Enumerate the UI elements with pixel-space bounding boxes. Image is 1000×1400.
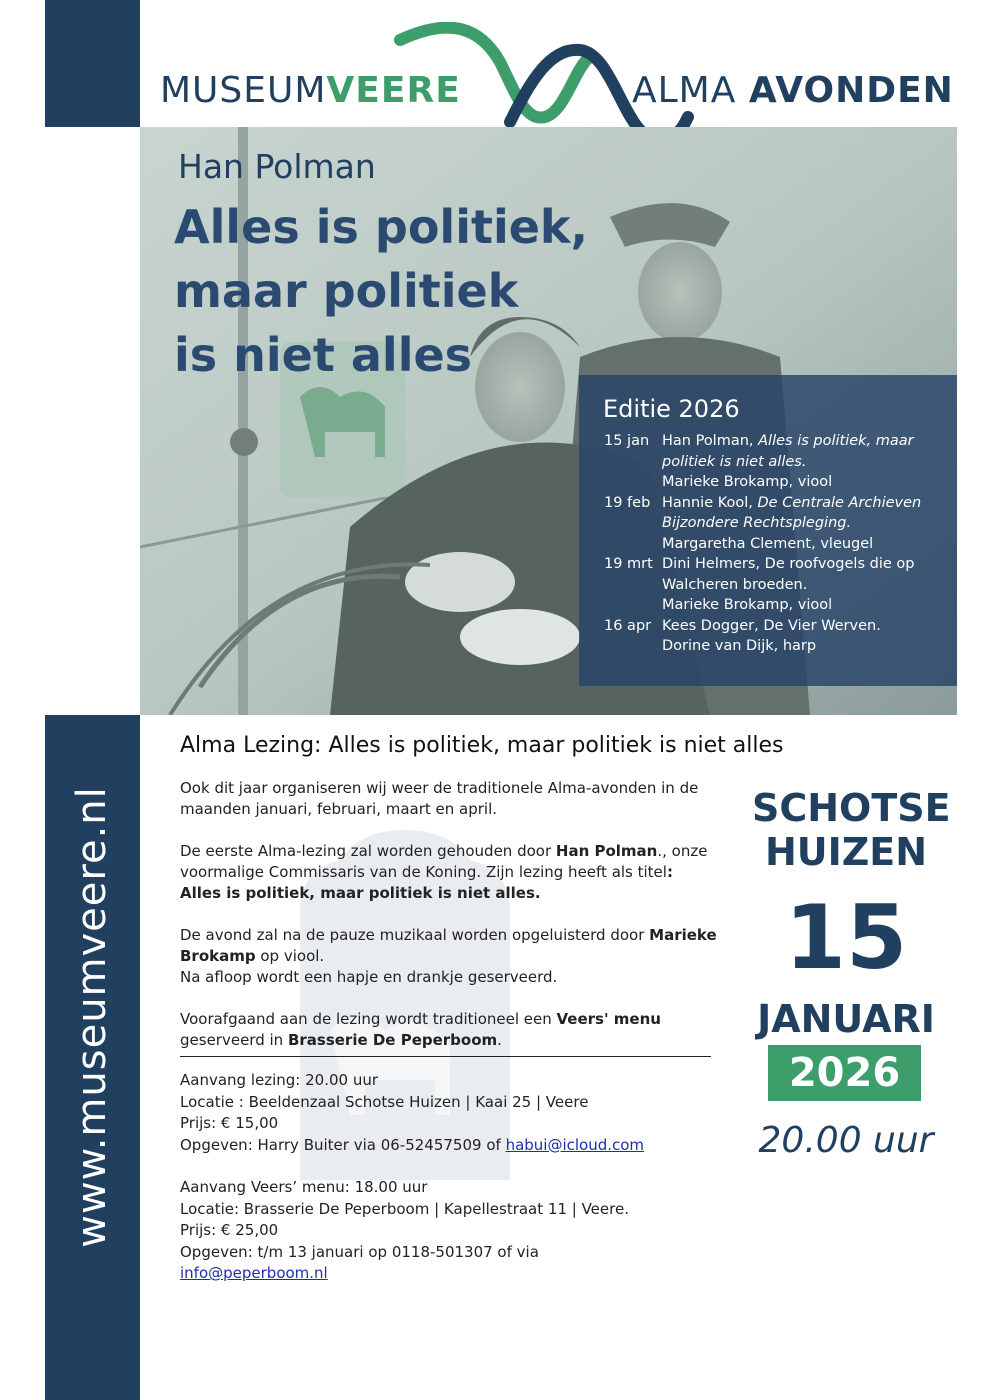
- lecture-paragraph: [180, 925, 740, 988]
- event-speaker: Han Polman,: [662, 433, 759, 449]
- event-music: Margaretha Clement, vleugel: [662, 535, 874, 552]
- event-music: Marieke Brokamp, viool: [662, 597, 833, 613]
- hero-title: [174, 195, 588, 387]
- text-run: De eerste Alma-lezing zal worden gehouden door: [180, 842, 556, 860]
- lecture-signup: Opgeven: Harry Buiter via 06-52457509 of: [180, 1135, 506, 1154]
- event-topic: Alles is politiek, maar politiek is niet alles.: [662, 433, 914, 470]
- venue-line: HUIZEN: [764, 830, 928, 874]
- event-date: 15 jan: [604, 433, 650, 449]
- event-topic: De Centrale Archieven Bijzondere Rechtspleging.: [662, 494, 922, 531]
- event-date: 19 mrt: [604, 556, 653, 572]
- venue-name: Brasserie De Peperboom: [287, 1031, 498, 1049]
- menu-name: Veers' menu: [556, 1010, 661, 1028]
- logo-avonden: AVONDEN: [748, 70, 954, 111]
- lecture-price: Prijs: € 15,00: [180, 1114, 279, 1132]
- text-run: :: [666, 863, 673, 881]
- hero-title-line: is niet alles: [174, 328, 473, 382]
- event-time: 20.00 uur: [758, 1120, 934, 1161]
- venue-line: SCHOTSE: [752, 786, 951, 830]
- menu-signup: Opgeven: t/m 13 januari op 0118-501307 of via: [180, 1242, 539, 1261]
- lecture-heading: Alma Lezing: Alles is politiek, maar politiek is niet alles: [180, 733, 784, 758]
- hero-speaker-name: Han Polman: [178, 147, 376, 186]
- text-run: De avond zal na de pauze muzikaal worden opgeluisterd door: [180, 926, 650, 944]
- text-run: Voorafgaand aan de lezing wordt traditioneel een: [180, 1010, 557, 1028]
- lecture-email-link[interactable]: habui@icloud.com: [505, 1135, 645, 1154]
- event-speaker: Hannie Kool,: [662, 494, 758, 511]
- edition-event: [604, 493, 949, 555]
- edition-title: Editie 2026: [603, 395, 740, 423]
- text-run: op viool.: [255, 947, 325, 965]
- logo-museum: MUSEUM: [160, 70, 327, 111]
- edition-panel: [579, 375, 957, 686]
- lecture-paragraph: Ook dit jaar organiseren wij weer de traditionele Alma-avonden in de maanden januari, februari, maart en april.: [180, 779, 699, 818]
- menu-start: Aanvang Veers’ menu: 18.00 uur: [180, 1178, 428, 1196]
- hero-title-line: maar politiek: [174, 264, 519, 318]
- menu-email-link[interactable]: info@peperboom.nl: [180, 1264, 328, 1282]
- text-run: geserveerd in: [180, 1031, 288, 1049]
- lecture-paragraph: [180, 1009, 740, 1051]
- edition-event: [604, 554, 949, 616]
- text-run: ., onze voormalige Commissaris van de Koning. Zijn lezing heeft als titel: [180, 842, 708, 881]
- logo-veere: VEERE: [326, 70, 461, 111]
- lecture-paragraph: [180, 841, 740, 904]
- lecture-start: Aanvang lezing: 20.00 uur: [180, 1071, 379, 1089]
- musician-name: Marieke Brokamp: [180, 926, 717, 965]
- menu-location: Locatie: Brasserie De Peperboom | Kapellestraat 11 | Veere.: [180, 1199, 629, 1218]
- menu-info: [180, 1177, 740, 1285]
- side-band-top: [45, 0, 140, 127]
- edition-event: [604, 616, 949, 657]
- event-date: 16 apr: [604, 617, 652, 634]
- lecture-title: Alles is politiek, maar politiek is niet alles.: [180, 884, 541, 902]
- event-date: 19 feb: [604, 494, 651, 511]
- event-music: Marieke Brokamp, viool: [662, 474, 833, 490]
- lecture-location: Locatie : Beeldenzaal Schotse Huizen | Kaai 25 | Veere: [180, 1092, 589, 1111]
- text-run: .: [497, 1031, 502, 1049]
- practical-info: [180, 1070, 740, 1306]
- lecture-body: [180, 778, 740, 1072]
- lecture-info: [180, 1070, 740, 1156]
- hero-title-line: Alles is politiek,: [174, 200, 588, 254]
- event-year-badge: 2026: [768, 1045, 921, 1101]
- event-speaker: Kees Dogger, De Vier Werven.: [662, 617, 881, 634]
- divider: [180, 1056, 711, 1057]
- website-url[interactable]: www.museumveere.nl: [69, 786, 115, 1248]
- event-month: JANUARI: [757, 997, 935, 1041]
- alma-avonden-logo: [632, 70, 954, 111]
- event-venue: [752, 786, 951, 874]
- speaker-name: Han Polman: [555, 842, 658, 860]
- event-music: Dorine van Dijk, harp: [662, 638, 817, 654]
- text-run: Na afloop wordt een hapje en drankje geserveerd.: [180, 968, 558, 986]
- menu-price: Prijs: € 25,00: [180, 1221, 279, 1239]
- edition-event: [604, 431, 949, 493]
- logo-alma: ALMA: [632, 70, 737, 111]
- event-speaker: Dini Helmers, De roofvogels die op Walcheren broeden.: [662, 556, 915, 593]
- event-day: 15: [784, 886, 908, 989]
- edition-event-list: [604, 431, 949, 657]
